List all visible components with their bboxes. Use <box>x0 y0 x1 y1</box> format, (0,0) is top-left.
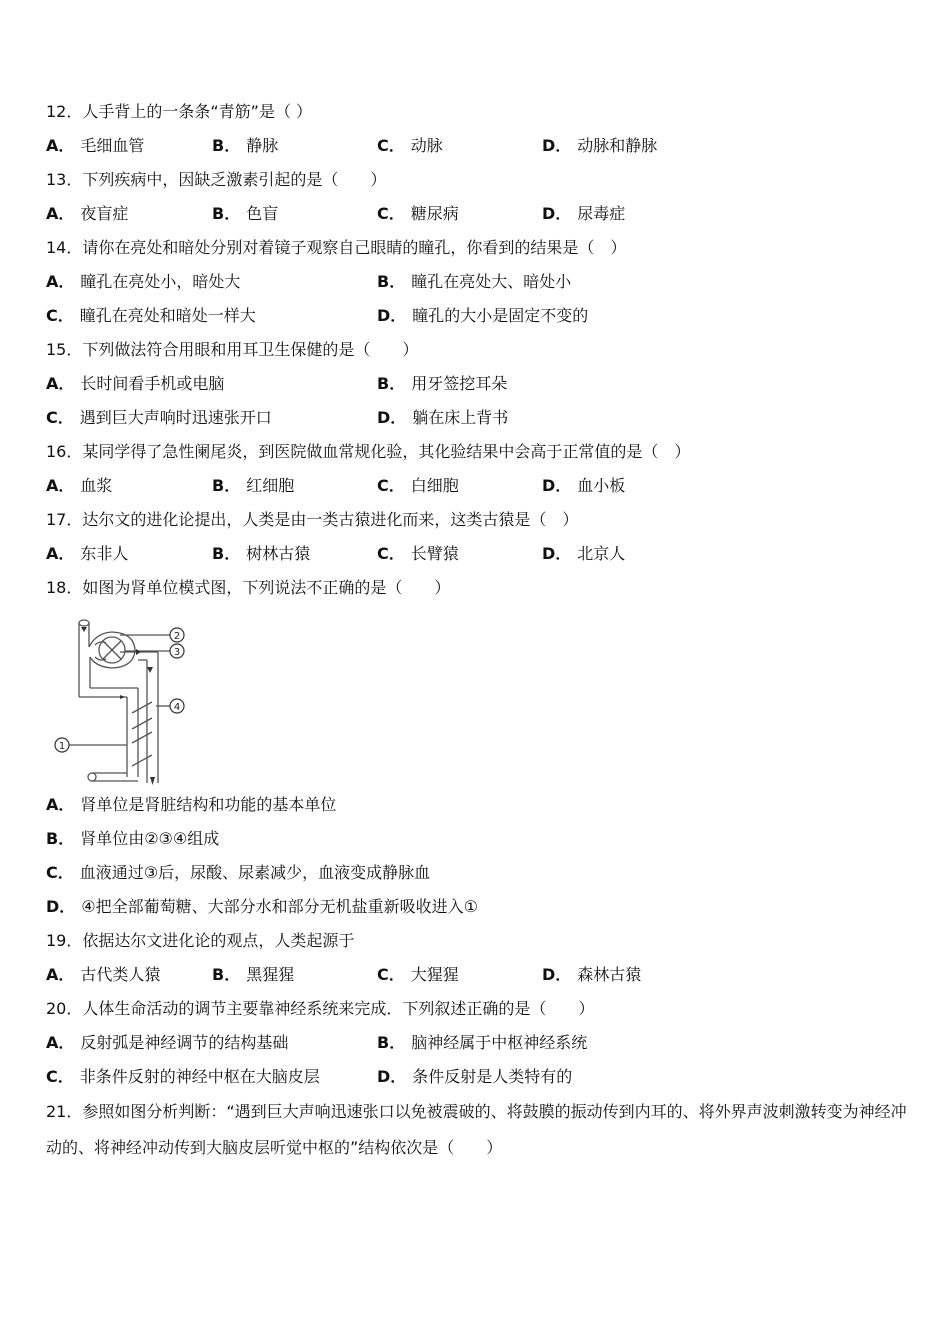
option-letter: B． <box>212 476 241 495</box>
option-c[interactable] <box>377 197 459 231</box>
option-letter: B． <box>212 544 241 563</box>
option-text: 色盲 <box>246 204 279 223</box>
option-letter: A． <box>46 795 75 814</box>
option-c[interactable] <box>46 856 430 890</box>
option-c[interactable] <box>46 1060 320 1094</box>
option-text: 静脉 <box>246 136 279 155</box>
option-a[interactable] <box>46 265 240 299</box>
question-stem: 19．依据达尔文进化论的观点，人类起源于 <box>46 931 355 950</box>
options-row <box>46 958 916 992</box>
question-stem: 15．下列做法符合用眼和用耳卫生保健的是（ ） <box>46 340 419 359</box>
option-c[interactable] <box>377 129 443 163</box>
option-b[interactable] <box>212 469 294 503</box>
option-d[interactable] <box>46 890 478 924</box>
option-a[interactable] <box>46 129 144 163</box>
option-b[interactable] <box>377 367 507 401</box>
option-text: 树林古猿 <box>246 544 311 563</box>
option-text: 红细胞 <box>246 476 295 495</box>
options-row <box>46 788 916 822</box>
option-text: 黑猩猩 <box>246 965 295 984</box>
option-letter: B． <box>212 965 241 984</box>
options-row <box>46 856 916 890</box>
option-letter: A． <box>46 1033 75 1052</box>
label-4: 4 <box>173 702 181 713</box>
option-text: 尿毒症 <box>577 204 626 223</box>
option-text: 夜盲症 <box>80 204 129 223</box>
option-text: 反射弧是神经调节的结构基础 <box>80 1033 289 1052</box>
option-d[interactable] <box>542 469 625 503</box>
option-letter: D． <box>377 408 407 427</box>
nephron-diagram <box>46 605 916 788</box>
option-letter: A． <box>46 204 75 223</box>
option-d[interactable] <box>377 401 508 435</box>
option-d[interactable] <box>377 299 588 333</box>
option-letter: D． <box>377 1067 407 1086</box>
option-text: 脑神经属于中枢神经系统 <box>411 1033 588 1052</box>
options-row <box>46 1026 916 1060</box>
option-d[interactable] <box>542 197 625 231</box>
question-stem: 20．人体生命活动的调节主要靠神经系统来完成．下列叙述正确的是（ ） <box>46 999 595 1018</box>
option-letter: D． <box>377 306 407 325</box>
option-text: 血浆 <box>80 476 113 495</box>
label-1: 1 <box>58 741 66 752</box>
option-text: 毛细血管 <box>80 136 145 155</box>
options-row <box>46 1060 916 1094</box>
option-text: 瞳孔在亮处和暗处一样大 <box>79 306 256 325</box>
option-letter: D． <box>542 965 572 984</box>
exam-document <box>46 95 916 1166</box>
option-letter: C． <box>377 136 405 155</box>
option-letter: C． <box>46 1067 74 1086</box>
options-row <box>46 129 916 163</box>
option-text: ④把全部葡萄糖、大部分水和部分无机盐重新吸收进入① <box>81 897 478 916</box>
option-text: 白细胞 <box>410 476 459 495</box>
option-text: 肾单位由②③④组成 <box>80 829 220 848</box>
options-row <box>46 537 916 571</box>
question-stem: 21．参照如图分析判断：“遇到巨大声响迅速张口以免被震破的、将鼓膜的振动传到内耳的、将外界声波刺激转变为神经冲动的、将神经冲动传到大脑皮层听觉中枢的”结构依次是（ ） <box>46 1102 907 1157</box>
option-letter: D． <box>542 476 572 495</box>
option-text: 糖尿病 <box>410 204 459 223</box>
question-stem: 13．下列疾病中，因缺乏激素引起的是（ ） <box>46 170 387 189</box>
option-letter: C． <box>46 408 74 427</box>
option-letter: D． <box>46 897 76 916</box>
option-text: 古代类人猿 <box>80 965 161 984</box>
options-row <box>46 822 916 856</box>
option-c[interactable] <box>377 537 459 571</box>
option-letter: D． <box>542 204 572 223</box>
option-letter: D． <box>542 544 572 563</box>
option-letter: B． <box>212 204 241 223</box>
question-stem: 14．请你在亮处和暗处分别对着镜子观察自己眼睛的瞳孔，你看到的结果是（ ） <box>46 238 627 257</box>
option-text: 北京人 <box>577 544 626 563</box>
option-a[interactable] <box>46 788 336 822</box>
option-letter: B． <box>46 829 75 848</box>
option-b[interactable] <box>46 822 219 856</box>
option-text: 用牙签挖耳朵 <box>411 374 508 393</box>
label-3: 3 <box>173 647 181 658</box>
option-text: 东非人 <box>80 544 129 563</box>
options-row <box>46 197 916 231</box>
option-text: 长臂猿 <box>410 544 459 563</box>
option-letter: C． <box>46 306 74 325</box>
option-letter: B． <box>377 374 406 393</box>
option-text: 动脉和静脉 <box>577 136 658 155</box>
question-stem: 16．某同学得了急性阑尾炎，到医院做血常规化验，其化验结果中会高于正常值的是（ ） <box>46 442 691 461</box>
option-c[interactable] <box>377 958 459 992</box>
option-a[interactable] <box>46 367 224 401</box>
option-a[interactable] <box>46 197 128 231</box>
option-b[interactable] <box>212 129 278 163</box>
option-text: 非条件反射的神经中枢在大脑皮层 <box>79 1067 320 1086</box>
label-2: 2 <box>173 631 181 642</box>
option-letter: A． <box>46 374 75 393</box>
nephron-diagram-svg <box>40 605 220 788</box>
option-text: 肾单位是肾脏结构和功能的基本单位 <box>80 795 337 814</box>
option-b[interactable] <box>377 1026 587 1060</box>
option-b[interactable] <box>212 197 278 231</box>
question-stem: 17．达尔文的进化论提出，人类是由一类古猿进化而来，这类古猿是（ ） <box>46 510 579 529</box>
option-letter: A． <box>46 136 75 155</box>
option-letter: A． <box>46 476 75 495</box>
option-letter: A． <box>46 965 75 984</box>
option-letter: C． <box>377 204 405 223</box>
option-d[interactable] <box>377 1060 572 1094</box>
question-stem: 18．如图为肾单位模式图，下列说法不正确的是（ ） <box>46 578 451 597</box>
option-letter: C． <box>377 476 405 495</box>
option-letter: D． <box>542 136 572 155</box>
option-a[interactable] <box>46 1026 288 1060</box>
options-row <box>46 469 916 503</box>
options-row <box>46 265 916 299</box>
options-row <box>46 299 916 333</box>
option-letter: C． <box>377 965 405 984</box>
option-d[interactable] <box>542 129 657 163</box>
option-a[interactable] <box>46 537 128 571</box>
option-d[interactable] <box>542 537 625 571</box>
option-b[interactable] <box>212 537 310 571</box>
option-text: 大猩猩 <box>410 965 459 984</box>
option-text: 森林古猿 <box>577 965 642 984</box>
option-c[interactable] <box>377 469 459 503</box>
option-text: 血小板 <box>577 476 626 495</box>
option-d[interactable] <box>542 958 641 992</box>
option-a[interactable] <box>46 469 112 503</box>
option-text: 瞳孔在亮处大、暗处小 <box>411 272 572 291</box>
option-letter: B． <box>212 136 241 155</box>
option-letter: B． <box>377 272 406 291</box>
option-letter: B． <box>377 1033 406 1052</box>
options-row <box>46 367 916 401</box>
option-b[interactable] <box>377 265 571 299</box>
option-text: 血液通过③后，尿酸、尿素减少，血液变成静脉血 <box>79 863 431 882</box>
options-row <box>46 890 916 924</box>
option-letter: A． <box>46 272 75 291</box>
question-stem: 12．人手背上的一条条“青筋”是（ ） <box>46 102 313 121</box>
option-text: 动脉 <box>410 136 443 155</box>
option-a[interactable] <box>46 958 160 992</box>
option-c[interactable] <box>46 401 272 435</box>
option-c[interactable] <box>46 299 256 333</box>
option-text: 条件反射是人类特有的 <box>412 1067 573 1086</box>
option-text: 瞳孔的大小是固定不变的 <box>412 306 589 325</box>
options-row <box>46 401 916 435</box>
option-letter: A． <box>46 544 75 563</box>
option-text: 长时间看手机或电脑 <box>80 374 225 393</box>
option-text: 瞳孔在亮处小，暗处大 <box>80 272 241 291</box>
option-text: 躺在床上背书 <box>412 408 509 427</box>
option-letter: C． <box>377 544 405 563</box>
option-letter: C． <box>46 863 74 882</box>
option-b[interactable] <box>212 958 294 992</box>
option-text: 遇到巨大声响时迅速张开口 <box>79 408 272 427</box>
